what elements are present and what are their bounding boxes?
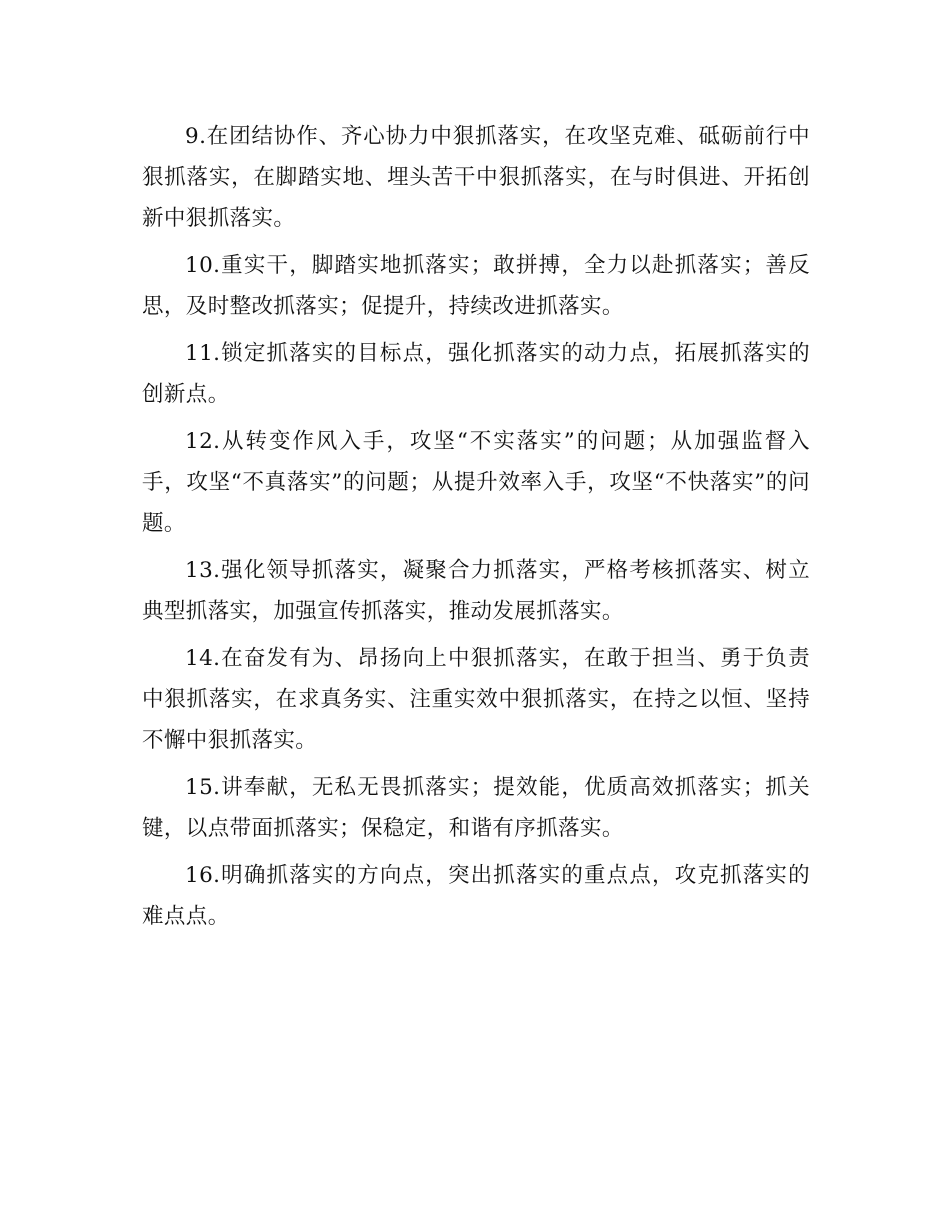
paragraph-14: 14.在奋发有为、昂扬向上中狠抓落实，在敢于担当、勇于负责中狠抓落实，在求真务实、注重实效中狠抓落实，在持之以恒、坚持不懈中狠抓落实。	[142, 646, 810, 753]
paragraph-11: 11.锁定抓落实的目标点，强化抓落实的动力点，拓展抓落实的创新点。	[142, 341, 810, 407]
paragraph-12: 12.从转变作风入手，攻坚“不实落实”的问题；从加强监督入手，攻坚“不真落实”的问题；从提升效率入手，攻坚“不快落实”的问题。	[142, 429, 810, 536]
paragraph-16: 16.明确抓落实的方向点，突出抓落实的重点点，攻克抓落实的难点点。	[142, 863, 810, 929]
document-page	[142, 116, 810, 943]
paragraph-13: 13.强化领导抓落实，凝聚合力抓落实，严格考核抓落实、树立典型抓落实，加强宣传抓落实，推动发展抓落实。	[142, 558, 810, 624]
paragraph-10: 10.重实干，脚踏实地抓落实；敢拼搏，全力以赴抓落实；善反思，及时整改抓落实；促提升，持续改进抓落实。	[142, 253, 810, 319]
paragraph-15: 15.讲奉献，无私无畏抓落实；提效能，优质高效抓落实；抓关键，以点带面抓落实；保稳定，和谐有序抓落实。	[142, 775, 810, 841]
paragraph-9: 9.在团结协作、齐心协力中狠抓落实，在攻坚克难、砥砺前行中狠抓落实，在脚踏实地、埋头苦干中狠抓落实，在与时俱进、开拓创新中狠抓落实。	[142, 124, 810, 231]
